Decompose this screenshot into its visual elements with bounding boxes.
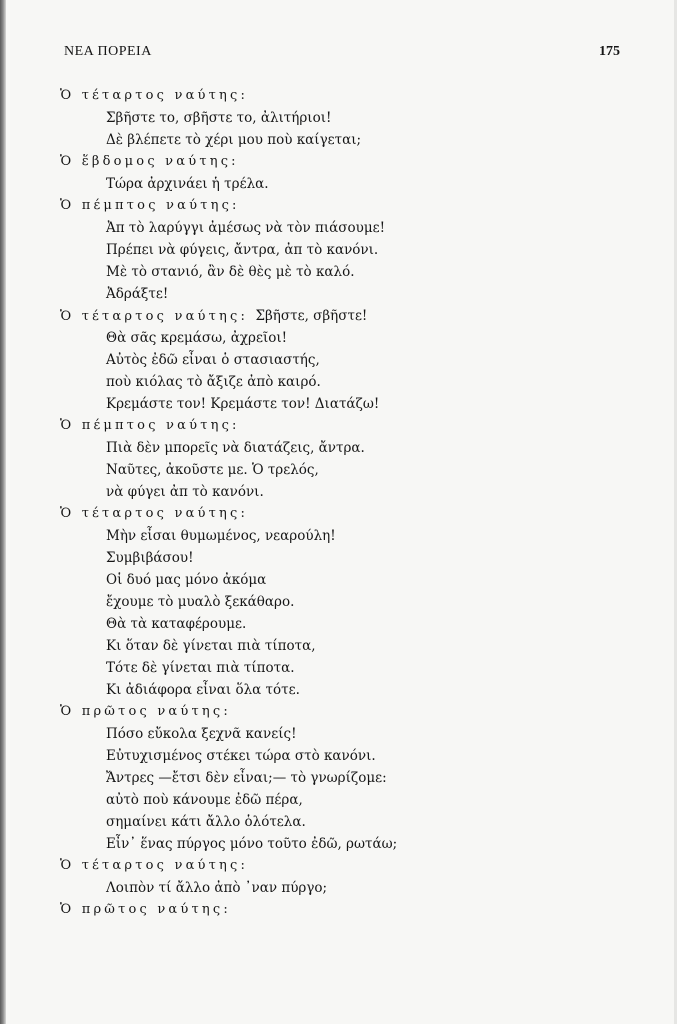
dialogue-block [60, 899, 626, 921]
verse-line: Τότε δὲ γίνεται πιὰ τίποτα. [106, 660, 295, 676]
dialogue-block [60, 151, 626, 195]
play-text [60, 85, 626, 921]
running-title: ΝΕΑ ΠΟΡΕΙΑ [64, 44, 152, 59]
verse-line: αὐτὸ ποὺ κάνουμε ἐδῶ πέρα, [106, 792, 303, 808]
verse-line: Μὴν εἶσαι θυμωμένος, νεαρούλη! [106, 528, 336, 544]
speaker-label [60, 305, 626, 327]
speaker-label: Ὁ τέταρτος ναύτης: [60, 88, 249, 103]
page-number: 175 [599, 44, 620, 59]
dialogue-block [60, 305, 626, 415]
dialogue-block [60, 85, 626, 151]
verse-line: Οἱ δυό μας μόνο ἀκόμα [106, 572, 267, 588]
verse-line: Πρέπει νὰ φύγεις, ἄντρα, ἀπ τὸ κανόνι. [106, 242, 379, 258]
speaker-label: Ὁ τέταρτος ναύτης: [60, 506, 249, 521]
verse-line: Πόσο εὔκολα ξεχνᾶ κανείς! [106, 726, 297, 742]
verse-line: Κι ἀδιάφορα εἶναι ὅλα τότε. [106, 682, 300, 698]
running-header [64, 44, 620, 64]
speaker-label: Ὁ πέμπτος ναύτης: [60, 198, 240, 213]
verse-line: Τώρα ἀρχινάει ἡ τρέλα. [106, 176, 269, 192]
verse-line: Ἄντρες —ἔτσι δὲν εἶναι;— τὸ γνωρίζομε: [106, 770, 387, 786]
verse-line: ποὺ κιόλας τὸ ἄξιζε ἀπὸ καιρό. [106, 374, 321, 390]
verse-line: Ἀδράξτε! [106, 286, 169, 302]
dialogue-block [60, 195, 626, 305]
verse-line: Πιὰ δὲν μπορεῖς νὰ διατάζεις, ἄντρα. [106, 440, 365, 456]
speaker-label: Ὁ πέμπτος ναύτης: [60, 418, 240, 433]
verse-line: Κι ὅταν δὲ γίνεται πιὰ τίποτα, [106, 638, 316, 654]
verse-line: Αὐτὸς ἐδῶ εἶναι ὁ στασιαστής, [106, 352, 320, 368]
verse-line: ἔχουμε τὸ μυαλὸ ξεκάθαρο. [106, 594, 295, 610]
dialogue-block [60, 701, 626, 855]
verse-line: Μὲ τὸ στανιό, ἂν δὲ θὲς μὲ τὸ καλό. [106, 264, 355, 280]
dialogue-block [60, 503, 626, 701]
verse-line: Θὰ σᾶς κρεμάσω, ἀχρεῖοι! [106, 330, 288, 346]
verse-line: Ναῦτες, ἀκοῦστε με. Ὁ τρελός, [106, 462, 319, 478]
verse-line: Σβῆστε το, σβῆστε το, ἀλιτήριοι! [106, 110, 332, 126]
dialogue-block [60, 415, 626, 503]
verse-line: νὰ φύγει ἀπ τὸ κανόνι. [106, 484, 264, 500]
verse-line: Θὰ τὰ καταφέρουμε. [106, 616, 247, 632]
speaker-label: Ὁ πρῶτος ναύτης: [60, 902, 231, 917]
speaker-name: Ὁ τέταρτος ναύτης: [60, 309, 249, 324]
binding-shadow [0, 0, 6, 1024]
dialogue-block [60, 855, 626, 899]
speaker-label: Ὁ τέταρτος ναύτης: [60, 858, 249, 873]
verse-line: σημαίνει κάτι ἄλλο ὁλότελα. [106, 814, 306, 830]
verse-line: Εἶν᾿ ἕνας πύργος μόνο τοῦτο ἐδῶ, ρωτάω; [106, 836, 398, 852]
verse-line: Λοιπὸν τί ἄλλο ἀπὸ ᾽ναν πύργο; [106, 880, 328, 896]
verse-line: Ἀπ τὸ λαρύγγι ἀμέσως νὰ τὸν πιάσουμε! [106, 220, 386, 236]
verse-line: Συμβιβάσου! [106, 550, 194, 566]
inline-verse-line: Σβῆστε, σβῆστε! [255, 308, 368, 324]
speaker-label: Ὁ ἕβδομος ναύτης: [60, 154, 239, 169]
verse-line: Κρεμάστε τον! Κρεμάστε τον! Διατάζω! [106, 396, 380, 412]
verse-line: Εὐτυχισμένος στέκει τώρα στὸ κανόνι. [106, 748, 376, 764]
verse-line: Δὲ βλέπετε τὸ χέρι μου ποὺ καίγεται; [106, 132, 362, 148]
speaker-label: Ὁ πρῶτος ναύτης: [60, 704, 231, 719]
